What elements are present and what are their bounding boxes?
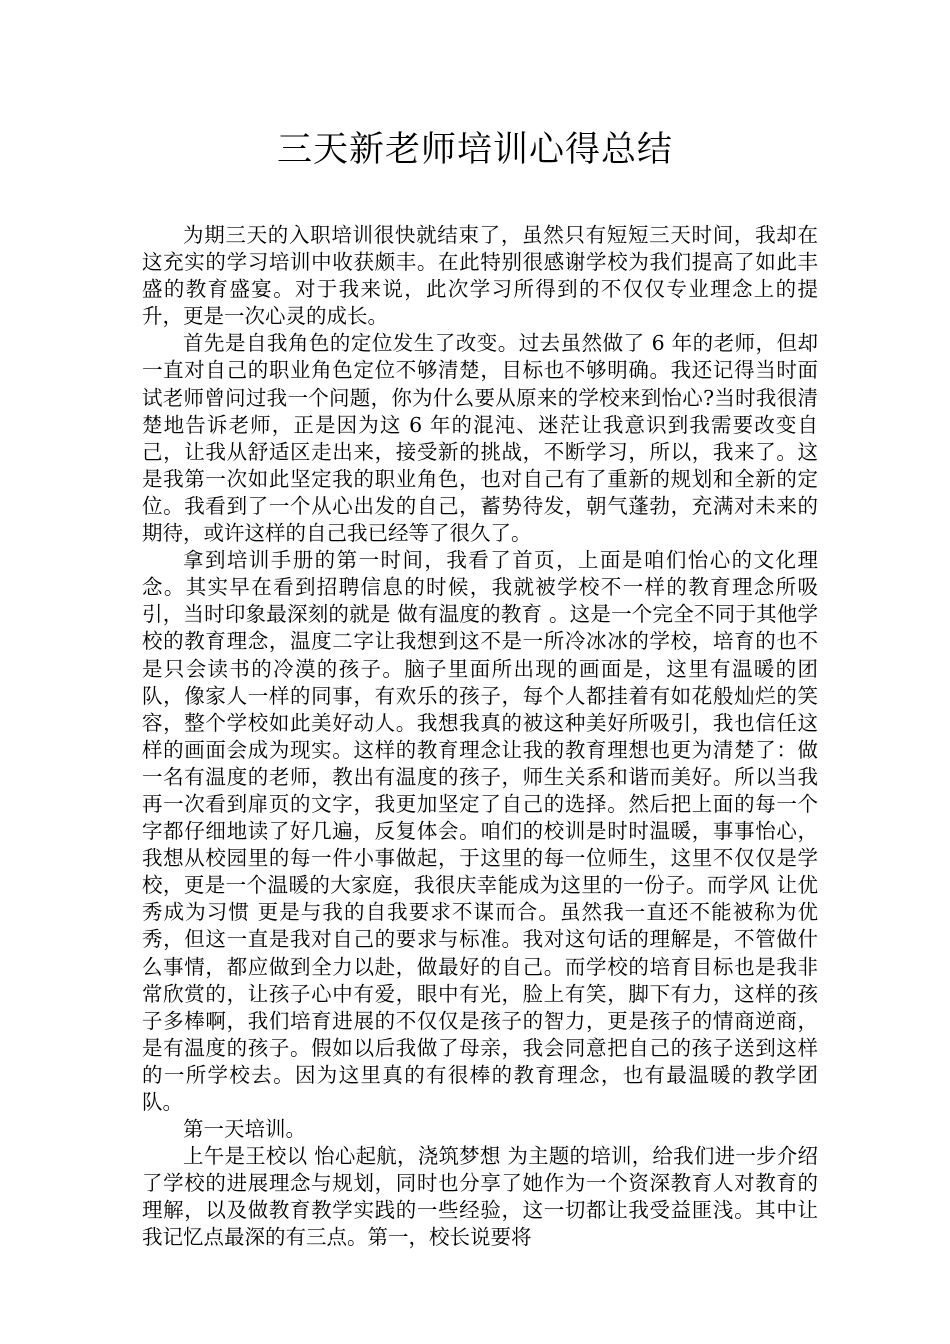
document-body [142, 222, 818, 1252]
paragraph-4: 第一天培训。 [183, 1117, 306, 1142]
paragraph-2: 首先是自我角色的定位发生了改变。过去虽然做了 6 年的老师，但却一直对自己的职业角色定位不够清楚，目标也不够明确。我还记得当时面试老师曾问过我一个问题，你为什么要从原来的学校来到怡心?当时我很清楚地告诉老师，正是因为这 6 年的混沌、迷茫让我意识到我需要改变自己，让我从舒适区走出来，接受新的挑战，不断学习，所以，我来了。这是我第一次如此坚定我的职业角色，也对自己有了重新的规划和全新的定位。我看到了一个从心出发的自己，蓄势待发，朝气蓬勃，充满对未来的期待，或许这样的自己我已经等了很久了。 [142, 331, 818, 546]
paragraph-3: 拿到培训手册的第一时间，我看了首页，上面是咱们怡心的文化理念。其实早在看到招聘信息的时候，我就被学校不一样的教育理念所吸引，当时印象最深刻的就是 做有温度的教育 。这是一个完全不同于其他学校的教育理念，温度二字让我想到这不是一所冷冰冰的学校，培育的也不是只会读书的冷漠的孩子。脑子里面所出现的画面是，这里有温暖的团队，像家人一样的同事，有欢乐的孩子，每个人都挂着有如花般灿烂的笑容，整个学校如此美好动人。我想我真的被这种美好所吸引，我也信任这样的画面会成为现实。这样的教育理念让我的教育理想也更为清楚了：做一名有温度的老师，教出有温度的孩子，师生关系和谐而美好。所以当我再一次看到扉页的文字，我更加坚定了自己的选择。然后把上面的每一个字都仔细地读了好几遍，反复体会。咱们的校训是时时温暖，事事怡心，我想从校园里的每一件小事做起，于这里的每一位师生，这里不仅仅是学校，更是一个温暖的大家庭，我很庆幸能成为这里的一份子。而学风 让优秀成为习惯 更是与我的自我要求不谋而合。虽然我一直还不能被称为优秀，但这一直是我对自己的要求与标准。我对这句话的理解是，不管做什么事情，都应做到全力以赴，做最好的自己。而学校的培育目标也是我非常欣赏的，让孩子心中有爱，眼中有光，脸上有笑，脚下有力，这样的孩子多棒啊，我们培育进展的不仅仅是孩子的智力，更是孩子的情商逆商，是有温度的孩子。假如以后我做了母亲，我会同意把自己的孩子送到这样的一所学校去。因为这里真的有很棒的教育理念，也有最温暖的教学团队。 [142, 548, 818, 1114]
paragraph-1: 为期三天的入职培训很快就结束了，虽然只有短短三天时间，我却在这充实的学习培训中收获颇丰。在此特别很感谢学校为我们提高了如此丰盛的教育盛宴。对于我来说，此次学习所得到的不仅仅专业理念上的提升，更是一次心灵的成长。 [142, 223, 818, 329]
paragraph-5: 上午是王校以 怡心起航，浇筑梦想 为主题的培训，给我们进一步介绍了学校的进展理念与规划，同时也分享了她作为一个资深教育人对教育的理解，以及做教育教学实践的一些经验，这一切都让我受益匪浅。其中让我记忆点最深的有三点。第一，校长说要将 [142, 1144, 818, 1250]
document-title: 三天新老师培训心得总结 [276, 130, 673, 170]
